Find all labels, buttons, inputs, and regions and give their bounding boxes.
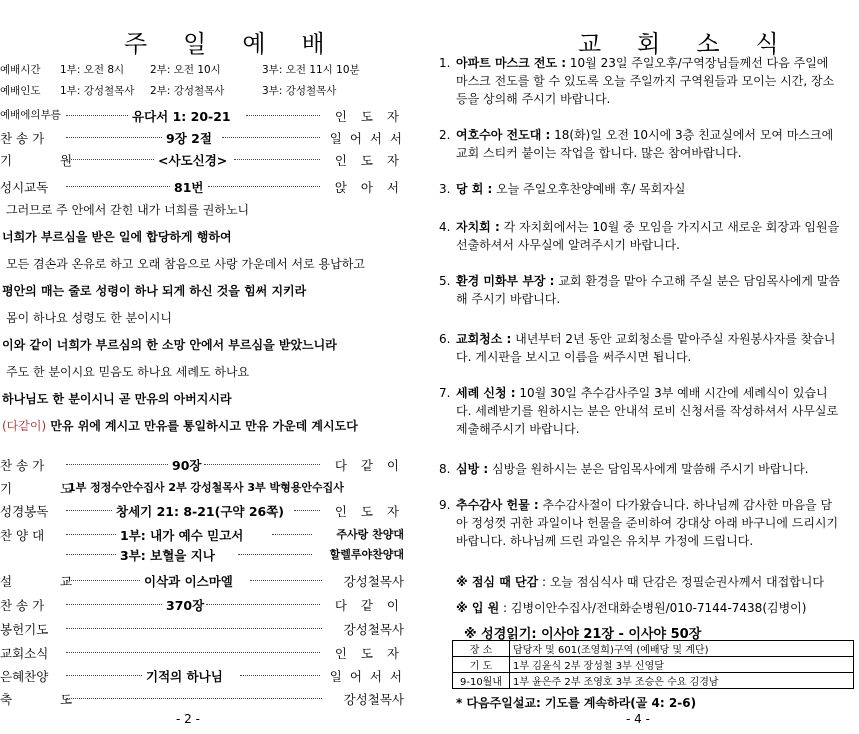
page-number: - 4 - xyxy=(626,712,650,726)
order-label: 예배에의부름 xyxy=(0,109,61,121)
order-content: 1부 정정수안수집사 2부 강성철목사 3부 박형용안수집사 xyxy=(68,481,344,494)
order-label: 성경봉독 xyxy=(0,504,49,519)
order-content: 81번 xyxy=(174,180,204,195)
order-role: 다 같 이 xyxy=(334,458,404,473)
responsive-reading-line: 하나님도 한 분이시니 곧 만유의 아버지시라 xyxy=(2,392,232,406)
order-label: 찬 양 대 xyxy=(0,528,45,543)
order-row xyxy=(0,456,410,476)
responsive-reading-line: 몸이 하나요 성령도 한 분이시니 xyxy=(6,311,172,325)
order-role: 인 도 자 xyxy=(334,109,404,124)
order-content: 90장 xyxy=(172,458,202,473)
table-row: 장 소 담당자 및 601(조영희)구역 (예배당 및 계단) xyxy=(453,641,854,657)
news-item: 5. 환경 미화부 부장 : 교회 환경을 맡아 수고해 주실 분은 담임목사에게 말씀해 주시기 바랍니다. xyxy=(439,274,841,306)
responsive-reading-line: 이와 같이 너희가 부르심의 한 소망 안에서 부르심을 받았느니라 xyxy=(2,338,337,352)
right-page xyxy=(430,0,859,734)
order-row xyxy=(0,620,410,640)
service-leader-2: 2부: 강성철목사 xyxy=(150,85,225,97)
table-row: 기 도 1부 김윤식 2부 장성철 3부 신영달 xyxy=(453,657,854,673)
order-row xyxy=(0,502,410,522)
responsive-reading-line-all xyxy=(2,417,358,434)
news-item: 1. 아파트 마스크 전도 : 10월 23일 주일오후/구역장님들께선 다음 주일에 마스크 전도를 할 수 있도록 오늘 주일까지 구역원들과 모이는 시간, 장소 등을 상의해 주시기 바랍니다. xyxy=(439,56,835,106)
all-together-text: 만유 위에 계시고 만유를 통일하시고 만유 가운데 계시도다 xyxy=(50,419,358,433)
responsive-reading-line: 너희가 부르심을 받은 일에 합당하게 행하여 xyxy=(2,230,232,244)
order-content: 9장 2절 xyxy=(166,131,212,146)
order-label: 설 교 xyxy=(0,574,95,589)
news-item: 4. 자치회 : 각 자치회에서는 10월 중 모임을 가지시고 새로운 회장과 임원을 선출하셔서 사무실에 알려주시기 바랍니다. xyxy=(439,220,840,252)
bible-reading: ※ 성경읽기: 이사야 21장 - 이사야 50장 xyxy=(464,627,702,642)
order-role: 강성철목사 xyxy=(343,622,404,637)
order-label: 찬 송 가 xyxy=(0,458,45,473)
order-label: 성시교독 xyxy=(0,180,49,195)
order-role: 할렐루야찬양대 xyxy=(329,548,404,561)
order-row xyxy=(0,690,410,710)
order-row xyxy=(0,572,410,592)
news-item: 6. 교회청소 : 내년부터 2년 동안 교회청소를 맡아주실 자원봉사자를 찾습니다. 게시판을 보시고 이름을 써주시면 됩니다. xyxy=(439,332,836,364)
order-row xyxy=(0,178,410,198)
news-item: 2. 여호수아 전도대 : 18(화)일 오전 10시에 3층 친교실에서 모여 마스크에 교회 스티커 붙이는 작업을 합니다. 많은 참여바랍니다. xyxy=(439,128,834,160)
order-label: 찬 송 가 xyxy=(0,131,45,146)
order-row xyxy=(0,107,410,127)
order-row xyxy=(0,479,410,499)
order-content: 기적의 하나님 xyxy=(146,669,223,684)
order-role: 인 도 자 xyxy=(334,153,404,168)
service-leader-1: 1부: 강성철목사 xyxy=(60,85,135,97)
news-item: 7. 세례 신청 : 10월 30일 추수감사주일 3부 예배 시간에 세례식이 있습니다. 세례받기를 원하시는 분은 안내석 로비 신청서를 작성하셔서 사무실로 제출해주시기 바랍니다. xyxy=(439,386,839,436)
table-row: 9-10월내 1부 윤은주 2부 조영호 3부 조승은 수요 김경남 xyxy=(453,673,854,689)
order-row xyxy=(0,667,410,687)
next-sermon: * 다음주일설교: 기도를 계속하라(골 4: 2-6) xyxy=(456,696,697,710)
left-page xyxy=(0,0,410,734)
hospital-notice: ※ 입 원 : 김병이안수집사/전대화순병원/010-7144-7438(김병이) xyxy=(456,601,807,615)
order-label: 교회소식 xyxy=(0,646,49,661)
service-time-1: 1부: 오전 8시 xyxy=(60,64,125,76)
order-role: 인 도 자 xyxy=(334,646,404,661)
order-row xyxy=(0,546,410,566)
order-role: 일 어 서 서 xyxy=(329,131,404,146)
order-row xyxy=(0,129,410,149)
order-row xyxy=(0,151,410,171)
order-content: <사도신경> xyxy=(158,153,228,168)
responsive-reading-line: 그러므로 주 안에서 갇힌 내가 너희를 권하노니 xyxy=(6,203,250,217)
page-title-news: 교회소식 xyxy=(578,30,815,58)
order-content: 3부: 보혈을 지나 xyxy=(120,548,215,563)
order-role: 일 어 서 서 xyxy=(329,669,404,684)
order-label: 기 도 xyxy=(0,481,95,496)
service-time-2: 2부: 오전 10시 xyxy=(150,64,221,76)
service-time-3: 3부: 오전 11시 10분 xyxy=(262,64,360,76)
order-row xyxy=(0,644,410,664)
order-role: 강성철목사 xyxy=(343,574,404,589)
all-together-prefix: (다같이) xyxy=(2,419,47,433)
order-row xyxy=(0,526,410,546)
responsive-reading-line: 주도 한 분이시요 믿음도 하나요 세례도 하나요 xyxy=(6,365,250,379)
order-role: 앉 아 서 xyxy=(334,180,404,195)
order-role: 강성철목사 xyxy=(343,692,404,707)
responsive-reading-line: 평안의 매는 줄로 성령이 하나 되게 하신 것을 힘써 지키라 xyxy=(2,284,307,298)
order-content: 1부: 내가 예수 믿고서 xyxy=(120,528,244,543)
order-label: 찬 송 가 xyxy=(0,598,45,613)
service-times-label: 예배시간 xyxy=(0,64,41,76)
order-label: 봉헌기도 xyxy=(0,622,49,637)
duty-table xyxy=(452,640,854,689)
page-title-worship: 주일예배 xyxy=(124,30,361,58)
order-content: 유다서 1: 20-21 xyxy=(132,109,231,124)
order-role: 인 도 자 xyxy=(334,504,404,519)
responsive-reading-line: 모든 겸손과 온유로 하고 오래 참음으로 사랑 가운데서 서로 용납하고 xyxy=(6,257,365,271)
lunch-notice: ※ 점심 때 단감 : 오늘 점심식사 때 단감은 정필순권사께서 대접합니다 xyxy=(456,575,824,589)
order-content: 창세기 21: 8-21(구약 26쪽) xyxy=(116,504,285,519)
page-number: - 2 - xyxy=(176,712,200,726)
order-row xyxy=(0,596,410,616)
order-label: 축 도 xyxy=(0,692,95,707)
news-item: 3. 당 회 : 오늘 주일오후찬양예배 후/ 목회자실 xyxy=(439,182,686,196)
service-leader-3: 3부: 강성철목사 xyxy=(262,85,337,97)
order-role: 주사랑 찬양대 xyxy=(336,528,404,541)
service-leaders-label: 예배인도 xyxy=(0,85,41,97)
order-label: 은혜찬양 xyxy=(0,669,49,684)
order-content: 370장 xyxy=(166,598,205,613)
order-label: 기 원 xyxy=(0,153,95,168)
order-content: 이삭과 이스마엘 xyxy=(144,574,233,589)
order-role: 다 같 이 xyxy=(334,598,404,613)
news-item: 8. 심방 : 심방을 원하시는 분은 담임목사에게 말씀해 주시기 바랍니다. xyxy=(439,462,809,476)
news-item: 9. 추수감사 헌물 : 추수감사절이 다가왔습니다. 하나님께 감사한 마음을 담아 정성껏 귀한 과일이나 헌물을 준비하여 강대상 아래 바구니에 드리시기 바랍니다. 하나님께 드린 과일은 유치부 가정에 드립니다. xyxy=(439,498,839,548)
